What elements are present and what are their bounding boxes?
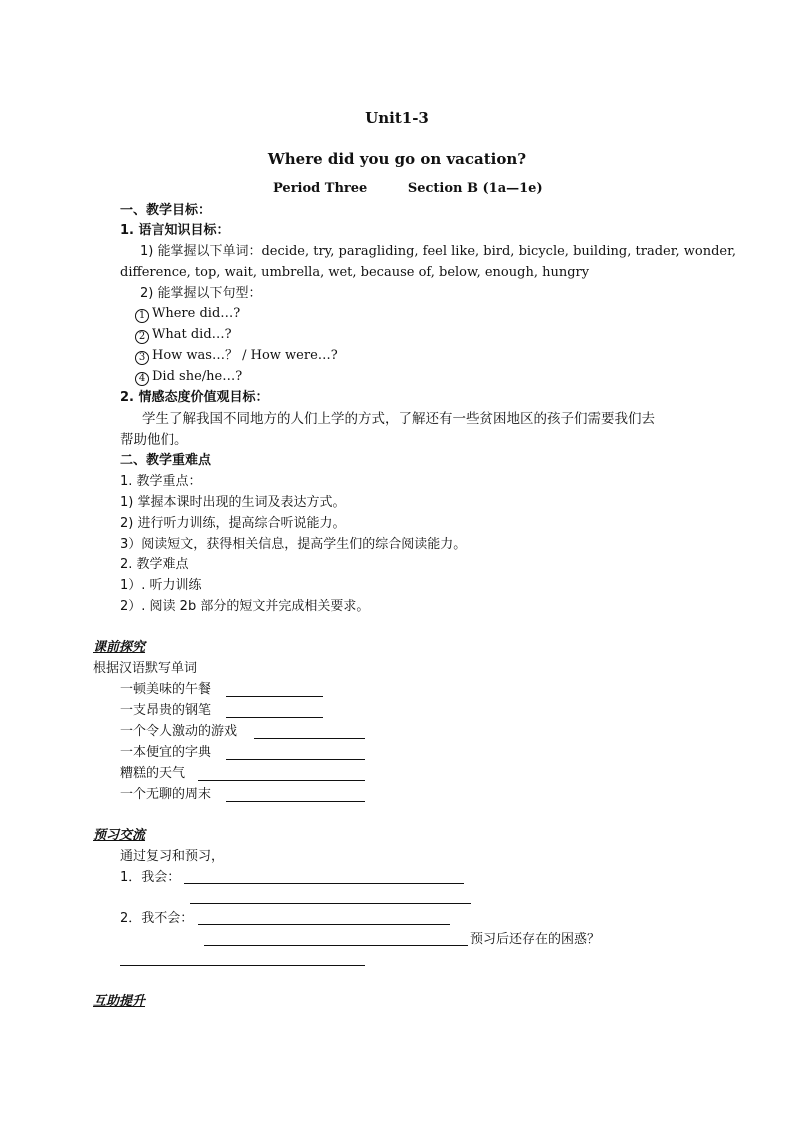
focus-label: 1. 教学重点： [120,474,202,489]
preview-heading: 课前探究 [93,640,146,655]
sentences-label: 2) 能掌握以下句型： [140,286,262,301]
answer-blank[interactable] [226,759,365,760]
answer-blank[interactable] [184,883,464,884]
question-label: 预习后还存在的困惑？ [470,932,601,947]
vocab-item: 一个无聊的周末 [120,787,212,802]
focus-item: 2) 进行听力训练，提高综合听说能力。 [120,516,346,531]
emotion-heading: 2. 情感态度价值观目标： [120,390,269,405]
exchange-intro: 通过复习和预习， [120,849,225,864]
circled-number: 4 [135,372,149,386]
sentence-item [135,306,240,323]
preview-instruction: 根据汉语默写单词 [93,661,198,676]
period-label: Period Three [273,181,368,196]
sentence-item [135,369,242,386]
sentence-text: What did…? [152,327,232,342]
sentence-text: Where did…? [152,306,241,321]
mutual-heading: 互助提升 [93,994,146,1009]
answer-blank[interactable] [198,780,365,781]
sentence-text: How was…？ / How were…? [152,348,338,363]
sentence-item [135,327,232,344]
sentence-text: Did she/he…? [152,369,243,384]
words-label: 1) 能掌握以下单词： [140,244,262,259]
vocab-item: 糟糕的天气 [120,766,186,781]
answer-blank[interactable] [226,717,323,718]
answer-blank[interactable] [120,965,365,966]
emotion-text-2: 帮助他们。 [120,432,188,448]
focus-item: 3）阅读短文，获得相关信息，提高学生们的综合阅读能力。 [120,537,467,552]
difficulty-item: 2）. 阅读 2b 部分的短文并完成相关要求。 [120,599,370,614]
knowledge-heading: 1. 语言知识目标： [120,223,230,238]
words-list-1: decide, try, paragliding, feel like, bird, bicycle, building, trader, wonder, [261,244,737,259]
vocab-item: 一顿美味的午餐 [120,682,212,697]
emotion-text-1: 学生了解我国不同地方的人们上学的方式，了解还有一些贫困地区的孩子们需要我们去 [142,411,655,427]
difficulty-item: 1）. 听力训练 [120,578,202,593]
lesson-title: Where did you go on vacation? [267,150,527,168]
answer-blank[interactable] [204,945,468,946]
words-line-2: difference, top, wait, umbrella, wet, because of, below, enough, hungry [120,265,590,280]
words-line-1 [140,244,736,260]
keypoints-heading: 二、教学重难点 [120,453,212,468]
goals-heading: 一、教学目标： [120,203,212,218]
can-label: 1．我会： [120,870,181,885]
vocab-item: 一支昂贵的钢笔 [120,703,212,718]
difficulty-label: 2. 教学难点 [120,557,189,572]
circled-number: 1 [135,309,149,323]
vocab-item: 一个令人激动的游戏 [120,724,238,739]
vocab-item: 一本便宜的字典 [120,745,212,760]
answer-blank[interactable] [226,801,365,802]
circled-number: 2 [135,330,149,344]
circled-number: 3 [135,351,149,365]
exchange-heading: 预习交流 [93,828,146,843]
answer-blank[interactable] [254,738,365,739]
answer-blank[interactable] [226,696,323,697]
focus-item: 1) 掌握本课时出现的生词及表达方式。 [120,495,346,510]
answer-blank[interactable] [198,924,450,925]
sentence-item [135,348,338,365]
section-label: Section B (1a—1e) [407,181,543,196]
answer-blank[interactable] [190,903,471,904]
period-line [273,181,543,197]
cannot-label: 2．我不会： [120,911,194,926]
unit-title: Unit1-3 [365,109,429,127]
